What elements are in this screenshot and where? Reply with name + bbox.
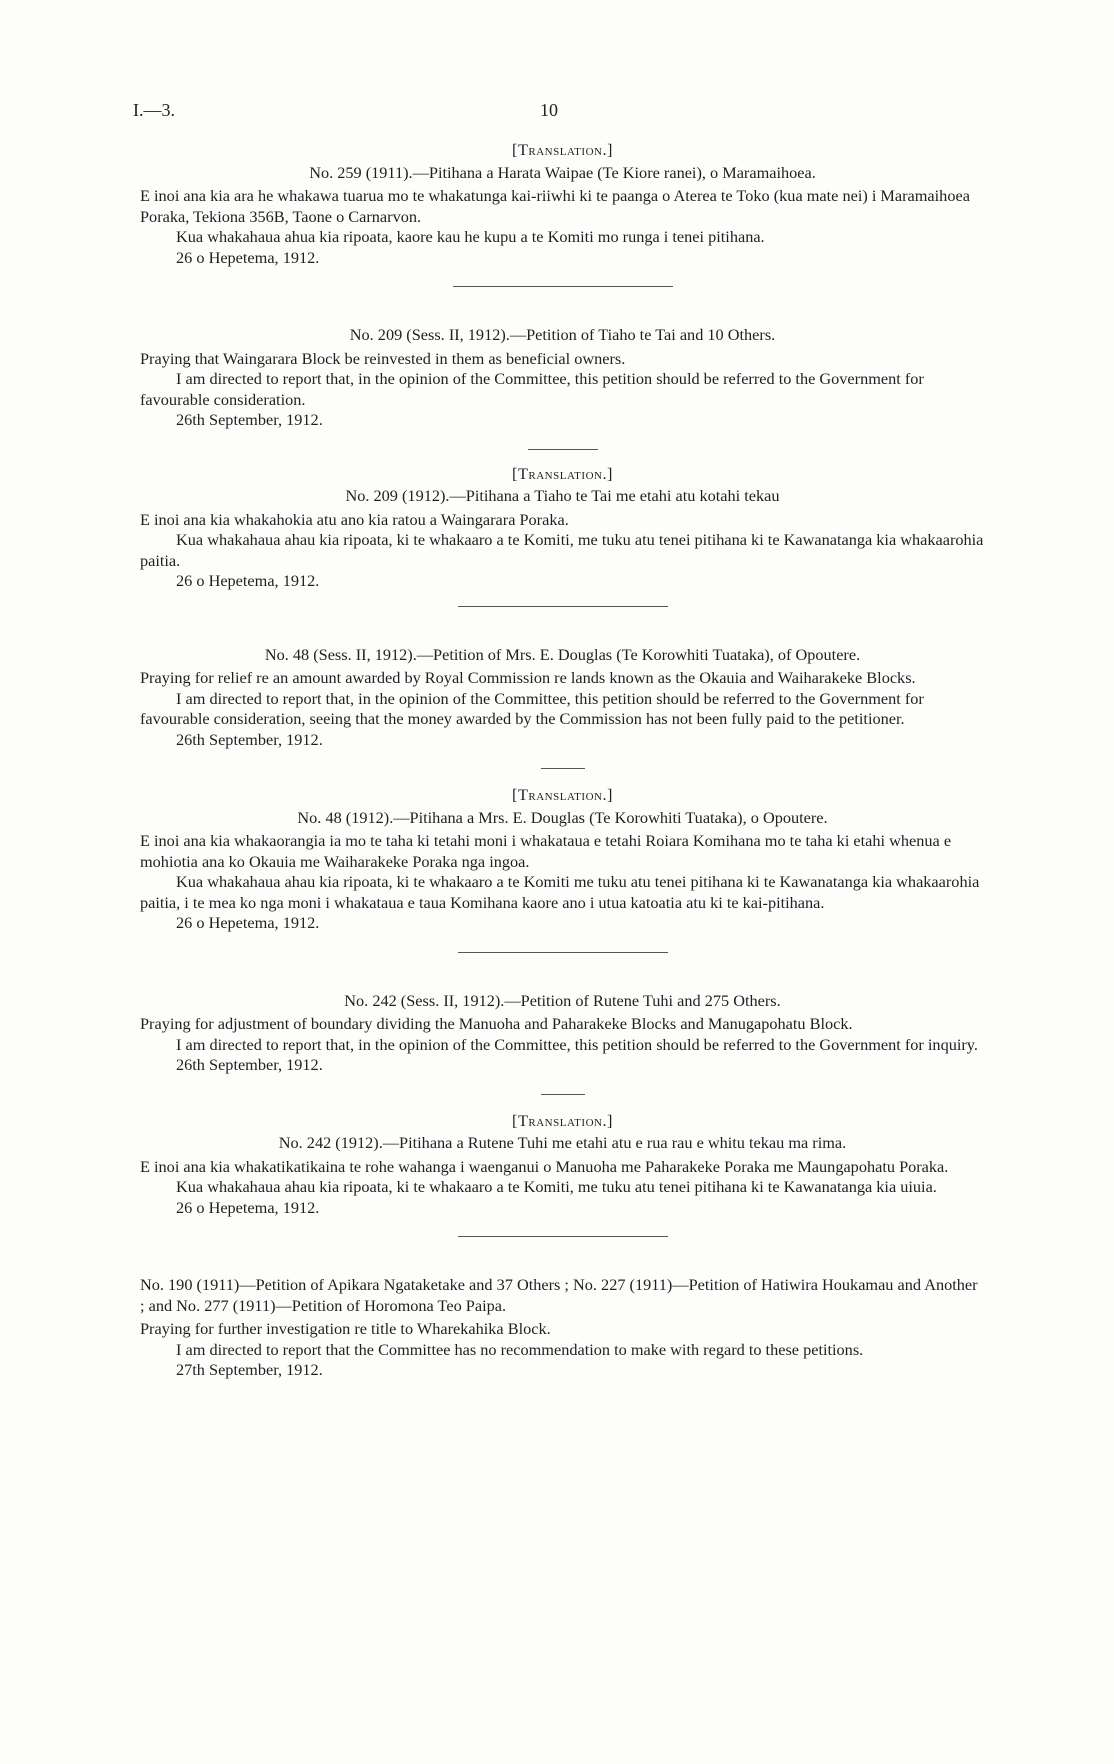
committee-report: Kua whakahaua ahau kia ripoata, ki te whakaaro a te Komiti me tuku atu tenei pitihana ki te Kawanatanga kia whakaarohia paitia, i te mea ko nga moni i whakataua e taua Komihana kaore ano i utua katoatia atu ki te kai-pitihana. [140,872,980,912]
report-date: 26th September, 1912. [176,1055,323,1074]
petition-title: No. 209 (1912).—Pitihana a Tiaho te Tai me etahi atu kotahi tekau [345,486,780,505]
petition-title: No. 190 (1911)—Petition of Apikara Ngataketake and 37 Others ; No. 227 (1911)—Petition of Hatiwira Houkamau and Another ; and No. 277 (1911)—Petition of Horomona Teo Paipa. [140,1275,978,1315]
petition-block [140,645,985,751]
document-body [140,140,985,1381]
committee-report: Kua whakahaua ahau kia ripoata, ki te whakaaro a te Komiti, me tuku atu tenei pitihana ki te Kawanatanga kia whakaarohia paitia. [140,530,984,570]
petition-block [140,1111,985,1219]
translation-heading: [Translation.] [512,463,613,483]
committee-report: I am directed to report that, in the opinion of the Committee, this petition should be referred to the Government for favourable consideration, seeing that the money awarded by the Commission has not been fully paid to the petitioner. [140,688,924,728]
committee-report: I am directed to report that, in the opinion of the Committee, this petition should be referred to the Government for favourable consideration. [140,369,924,409]
petition-title: No. 242 (1912).—Pitihana a Rutene Tuhi me etahi atu e rua rau e whitu tekau ma rima. [278,1133,847,1152]
translation-heading: [Translation.] [512,140,613,159]
committee-report: I am directed to report that the Committee has no recommendation to make with regard to these petitions. [176,1339,864,1359]
committee-report: Kua whakahaua ahau kia ripoata, ki te whakaaro a te Komiti, me tuku atu tenei pitihana ki te Kawanatanga kia uiuia. [176,1177,937,1196]
petition-title: No. 48 (Sess. II, 1912).—Petition of Mrs. E. Douglas (Te Korowhiti Tuataka), of Opoutere. [264,644,861,664]
report-date: 26 o Hepetema, 1912. [176,571,320,590]
section-divider [458,606,668,607]
page-number: 10 [540,100,558,120]
section-divider [541,1094,585,1095]
petition-title: No. 242 (Sess. II, 1912).—Petition of Rutene Tuhi and 275 Others. [344,990,781,1010]
report-date: 26 o Hepetema, 1912. [176,913,320,932]
petition-block [140,991,985,1076]
petition-block [140,785,985,934]
report-date: 27th September, 1912. [176,1360,323,1379]
petition-block [140,464,985,592]
petition-title: No. 209 (Sess. II, 1912).—Petition of Tiaho te Tai and 10 Others. [349,325,776,344]
petition-title: No. 48 (1912).—Pitihana a Mrs. E. Douglas (Te Korowhiti Tuataka), o Opoutere. [297,807,828,827]
report-date: 26 o Hepetema, 1912. [176,247,320,267]
report-date: 26th September, 1912. [176,410,323,429]
section-divider [528,449,598,450]
page-header [0,100,1114,130]
petition-prayer: Praying for further investigation re title to Wharekahika Block. [140,1319,551,1338]
petition-prayer: Praying that Waingarara Block be reinvested in them as beneficial owners. [140,348,626,368]
petition-prayer: Praying for relief re an amount awarded by Royal Commission re lands known as the Okauia and Waiharakeke Blocks. [140,668,916,687]
translation-heading: [Translation.] [512,1110,613,1130]
section-divider [458,1236,668,1237]
petition-prayer: E inoi ana kia whakatikatikaina te rohe wahanga i waenganui o Manuoha me Paharakeke Poraka me Maungapohatu Poraka. [140,1156,949,1176]
document-reference: I.—3. [133,100,175,120]
section-divider [453,286,673,287]
committee-report: Kua whakahaua ahua kia ripoata, kaore kau he kupu a te Komiti mo runga i tenei pitihana. [176,227,765,246]
report-date: 26th September, 1912. [176,729,323,749]
petition-title: No. 259 (1911).—Pitihana a Harata Waipae (Te Kiore ranei), o Maramaihoea. [309,162,816,182]
translation-heading: [Translation.] [512,785,613,804]
committee-report: I am directed to report that, in the opinion of the Committee, this petition should be referred to the Government for inquiry. [176,1034,978,1054]
section-divider [541,768,585,769]
petition-block [140,325,985,431]
petition-block [140,1275,985,1381]
report-date: 26 o Hepetema, 1912. [176,1197,320,1217]
petition-prayer: E inoi ana kia whakahokia atu ano kia ratou a Waingarara Poraka. [140,509,569,529]
petition-prayer: E inoi ana kia whakaorangia ia mo te taha ki tetahi moni i whakataua e tetahi Roiara Komihana mo te taha ki etahi whenua e mohiotia ana ko Okauia me Waiharakeke Poraka nga ingoa. [140,831,952,871]
petition-prayer: E inoi ana kia ara he whakawa tuarua mo te whakatunga kai-riiwhi ki te paanga o Aterea te Toko (kua mate nei) i Maramaihoea Poraka, Tekiona 356B, Taone o Carnarvon. [140,186,970,226]
petition-block [140,140,985,268]
section-divider [458,952,668,953]
petition-prayer: Praying for adjustment of boundary dividing the Manuoha and Paharakeke Blocks and Manugapohatu Block. [140,1014,853,1033]
